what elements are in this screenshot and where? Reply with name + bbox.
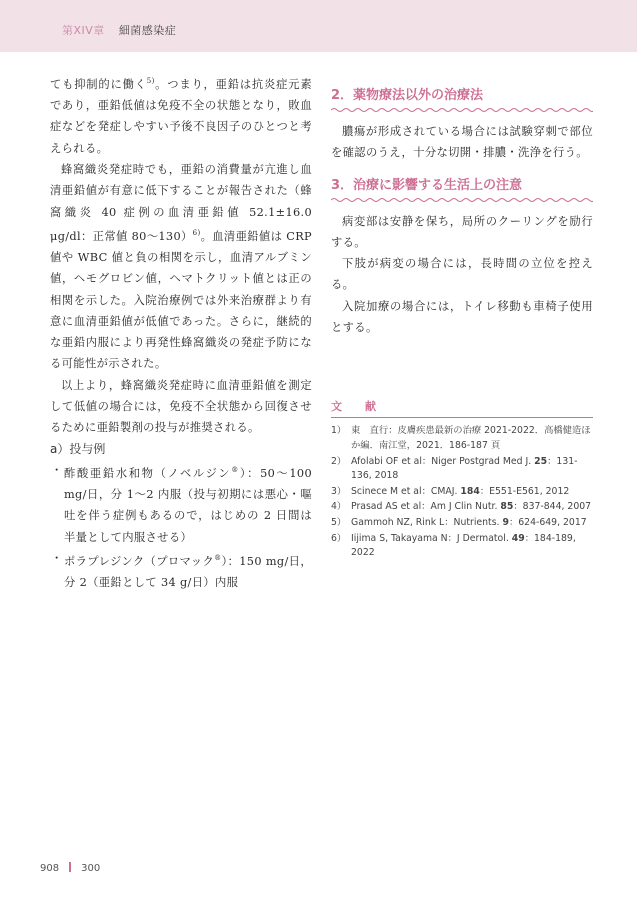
list-item: ・ 酢酸亜鉛水和物（ノベルジン®）：50～100 mg/日，分 1～2 内服（投与初期には悪心・嘔吐を伴う症例もあるので，はじめの 2 日間は半量として内服させる） — [51, 463, 312, 544]
chapter-label: 第XIV章 — [62, 24, 105, 37]
sub-page-number: 300 — [81, 863, 101, 874]
chapter-title: 細菌感染症 — [118, 24, 177, 37]
section-heading-3: 3．治療に影響する生活上の注意 — [331, 177, 523, 193]
dosage-list — [50, 460, 312, 593]
reference-item: 5） Gammoh NZ, Rink L：Nutrients. 9：624-649, 2017 — [331, 516, 587, 528]
references-list — [331, 424, 593, 560]
section-3-paragraph-3: 入院加療の場合には，トイレ移動も車椅子使用とする。 — [331, 299, 593, 335]
left-column — [50, 71, 312, 593]
footer-separator — [69, 862, 71, 872]
section-heading-2: 2．薬物療法以外の治療法 — [331, 88, 484, 103]
reference-item: 3） Scinece M et al：CMAJ. 184：E551-E561, 2012 — [331, 485, 570, 497]
reference-item: 6） Iijima S, Takayama N：J Dermatol. 49：184-189, 2022 — [331, 532, 576, 559]
wavy-divider — [331, 107, 593, 113]
page-number: 908 — [40, 863, 60, 874]
running-header — [62, 22, 176, 38]
section-2-paragraph: 膿瘍が形成されている場合には試験穿刺で部位を確認のうえ，十分な切開・排膿・洗浄を行う。 — [331, 125, 593, 160]
wavy-divider — [331, 197, 593, 203]
paragraph-1: ても抑制的に働く$^{5)}$。つまり，亜鉛は抗炎症元素であり，亜鉛低値は免疫不全の状態となり，敗血症などを発症しやすい予後不良因子のひとつと考えられる。 — [50, 77, 312, 155]
reference-item: 1） 東 直行：皮膚疾患最新の治療 2021-2022．高橋健造ほか編．南江堂，2021．186-187 頁 — [331, 425, 591, 451]
list-item: ・ ポラプレジンク（プロマック®）：150 mg/日，分 2（亜鉛として 34 g/日）内服 — [51, 551, 313, 589]
reference-item: 4） Prasad AS et al：Am J Clin Nutr. 85：837-844, 2007 — [331, 501, 592, 513]
page-footer — [40, 862, 100, 874]
subheading-dosage: a）投与例 — [50, 441, 106, 456]
section-3-paragraph-1: 病変部は安静を保ち，局所のクーリングを励行する。 — [331, 214, 593, 249]
reference-item: 2） Afolabi OF et al：Niger Postgrad Med J. 25：131-136, 2018 — [331, 455, 578, 482]
paragraph-2: 蜂窩織炎発症時でも，亜鉛の消費量が亢進し血清亜鉛値が有意に低下することが報告された（蜂窩織炎 40 症例の血清亜鉛値 52.1±16.0 μg/dl：正常値 80～130）$^{6)}$。血清亜鉛値は CRP 値や WBC 値と負の相関を示し，血清アルブミン値，ヘモグロビン値，ヘマトクリット値とは正の相関を示した。入院治療例では外来治療群より有意に血清亜鉛値が低値であった。さらに，継続的な亜鉛内服により再発性蜂窩織炎の発症予防になる可能性が示された。 — [50, 162, 312, 371]
section-3-paragraph-2: 下肢が病変の場合には，長時間の立位を控える。 — [331, 257, 593, 292]
right-column — [331, 84, 593, 562]
references-heading: 文 献 — [331, 398, 593, 418]
paragraph-3: 以上より，蜂窩織炎発症時に血清亜鉛値を測定して低値の場合には，免疫不全状態から回復させるために亜鉛製剤の投与が推奨される。 — [50, 378, 312, 435]
